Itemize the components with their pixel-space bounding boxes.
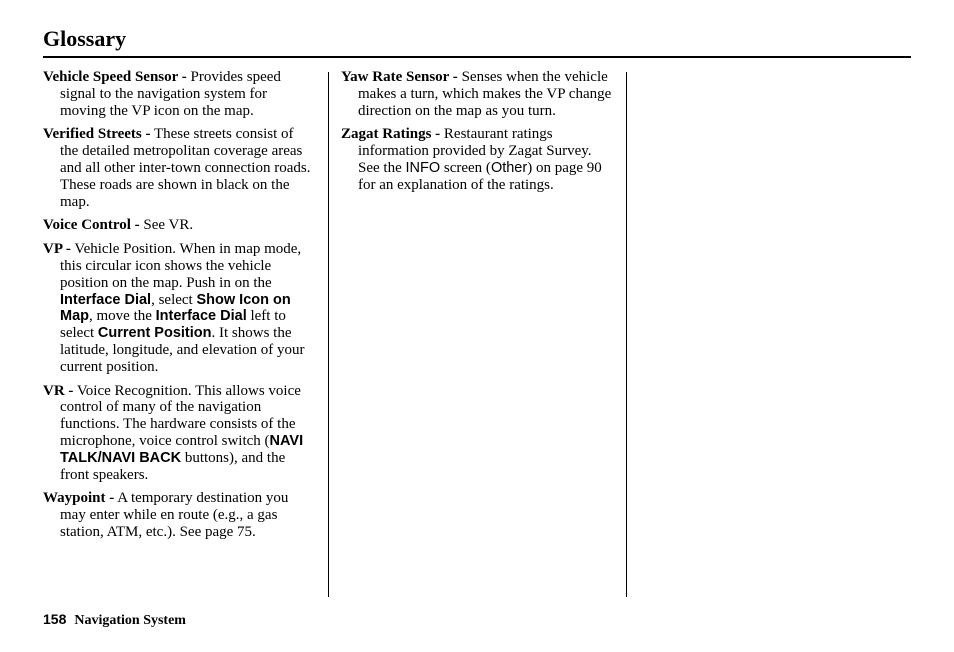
entry-text: , select xyxy=(151,291,197,308)
glossary-entry-vr xyxy=(43,383,315,484)
glossary-entry-yaw-rate-sensor xyxy=(341,69,616,119)
glossary-entry-zagat-ratings xyxy=(341,126,616,193)
entry-text: , move the xyxy=(89,308,156,325)
entry-term: VR - xyxy=(43,382,74,399)
entry-text: A temporary destination you may enter while en route (e.g., a gas station, ATM, etc.). See page 75. xyxy=(60,490,289,540)
entry-text: Senses when the vehicle makes a turn, which makes the VP change direction on the map as you turn. xyxy=(358,69,612,119)
title-rule xyxy=(43,56,911,58)
entry-text: buttons), and the front speakers. xyxy=(60,449,286,483)
glossary-entry-vp xyxy=(43,241,315,375)
ui-label-interface-dial: Interface Dial xyxy=(60,291,152,308)
entry-text: Voice Recognition. This allows voice control of many of the navigation functions. The hardware consists of the microphone, voice control switch ( xyxy=(60,382,301,449)
entry-text: Vehicle Position. When in map mode, this circular icon shows the vehicle position on the map. Push in on the xyxy=(60,241,302,291)
entry-term: Vehicle Speed Sensor - xyxy=(43,69,187,85)
entry-text: Provides speed signal to the navigation system for moving the VP icon on the map. xyxy=(60,69,281,119)
entry-term: Yaw Rate Sensor - xyxy=(341,69,458,85)
column-left xyxy=(43,69,315,548)
ui-label-navi-talk-back: NAVI TALK/NAVI BACK xyxy=(60,432,304,466)
entry-text: Restaurant ratings information provided by Zagat Survey. See the xyxy=(358,126,592,176)
entry-term: Waypoint - xyxy=(43,490,115,507)
page-title: Glossary xyxy=(43,26,127,51)
ui-label-other: Other xyxy=(490,159,528,176)
glossary-entry-vehicle-speed-sensor xyxy=(43,69,315,119)
column-divider xyxy=(328,72,329,597)
ui-label-current-position: Current Position xyxy=(97,325,212,342)
glossary-entry-verified-streets xyxy=(43,126,315,210)
entry-term: Voice Control - xyxy=(43,217,140,234)
entry-text: See VR. xyxy=(139,217,194,234)
glossary-entry-waypoint xyxy=(43,490,315,540)
page-footer xyxy=(43,610,186,630)
ui-label-info: INFO xyxy=(405,159,441,176)
glossary-entry-voice-control xyxy=(43,217,315,234)
column-divider xyxy=(626,72,627,597)
entry-text: screen ( xyxy=(440,159,491,176)
ui-label-show-icon-on-map: Show Icon on Map xyxy=(60,291,291,325)
column-middle xyxy=(341,69,616,201)
entry-text: ) on page 90 for an explanation of the ratings. xyxy=(358,159,602,193)
entry-term: VP - xyxy=(43,241,71,258)
page-number: 158 xyxy=(43,611,67,627)
entry-term: Zagat Ratings - xyxy=(341,126,441,143)
entry-term: Verified Streets - xyxy=(43,126,151,143)
entry-text: These streets consist of the detailed metropolitan coverage areas and all other inter-town connection roads. These roads are shown in black on the map. xyxy=(60,126,311,210)
entry-text: . It shows the latitude, longitude, and elevation of your current position. xyxy=(60,325,305,375)
entry-text: left to select xyxy=(60,308,286,342)
ui-label-interface-dial: Interface Dial xyxy=(155,308,247,325)
section-name: Navigation System xyxy=(74,613,186,628)
